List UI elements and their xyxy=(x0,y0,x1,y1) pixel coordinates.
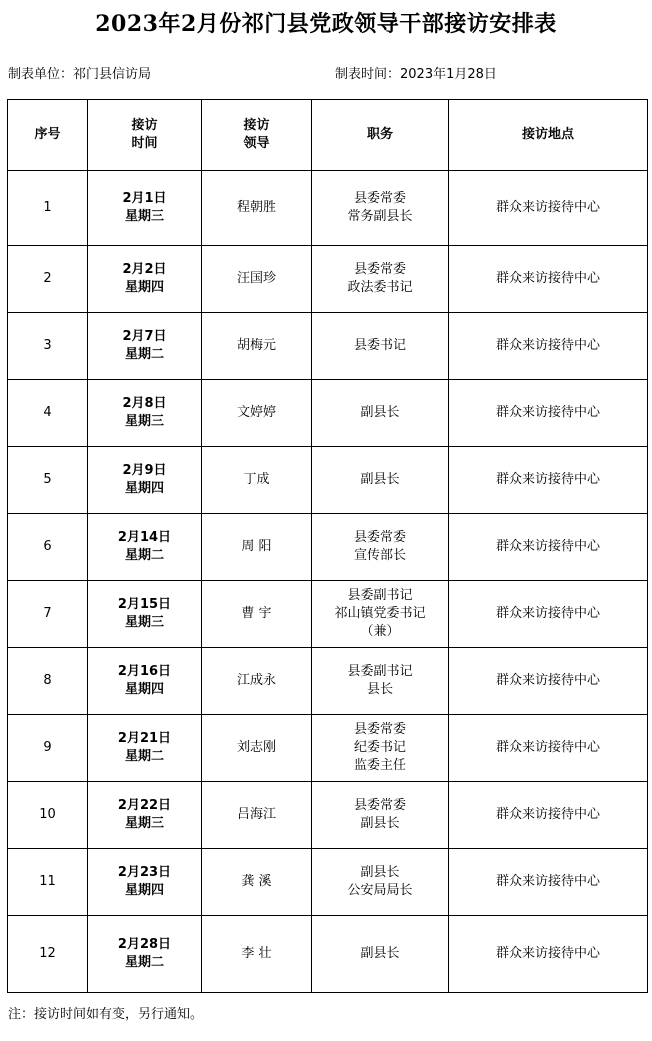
row-no-cell: 2 xyxy=(8,246,88,313)
row-date-cell: 2月7日 星期二 xyxy=(88,313,202,380)
row-title-cell: 副县长 公安局局长 xyxy=(312,849,449,916)
row-date-cell: 2月9日 星期四 xyxy=(88,447,202,514)
row-title-cell: 县委书记 xyxy=(312,313,449,380)
row-date-cell: 2月21日 星期二 xyxy=(88,715,202,782)
header-leader: 接访 领导 xyxy=(202,100,312,171)
header-date: 接访 时间 xyxy=(88,100,202,171)
row-title-cell: 县委副书记 县长 xyxy=(312,648,449,715)
header-title: 职务 xyxy=(312,100,449,171)
issuing-unit: 制表单位：祁门县信访局 xyxy=(8,67,152,82)
row-leader-cell: 江成永 xyxy=(202,648,312,715)
table-row xyxy=(8,648,648,715)
row-place-cell: 群众来访接待中心 xyxy=(449,715,648,782)
row-title-cell: 县委常委 常务副县长 xyxy=(312,171,449,246)
row-no-cell: 5 xyxy=(8,447,88,514)
table-row xyxy=(8,715,648,782)
header-no: 序号 xyxy=(8,100,88,171)
row-leader-cell: 刘志刚 xyxy=(202,715,312,782)
row-date-cell: 2月1日 星期三 xyxy=(88,171,202,246)
issue-date: 制表时间：2023年1月28日 xyxy=(335,67,497,82)
row-no-cell: 10 xyxy=(8,782,88,849)
table-row xyxy=(8,514,648,581)
row-place-cell: 群众来访接待中心 xyxy=(449,313,648,380)
row-place-cell: 群众来访接待中心 xyxy=(449,246,648,313)
row-no-cell: 4 xyxy=(8,380,88,447)
row-leader-cell: 丁成 xyxy=(202,447,312,514)
row-title-cell: 副县长 xyxy=(312,447,449,514)
row-place-cell: 群众来访接待中心 xyxy=(449,581,648,648)
row-leader-cell: 李 壮 xyxy=(202,916,312,993)
page-title: 2023年2月份祁门县党政领导干部接访安排表 xyxy=(95,11,557,37)
row-date-cell: 2月14日 星期二 xyxy=(88,514,202,581)
row-title-cell: 副县长 xyxy=(312,380,449,447)
row-leader-cell: 龚 溪 xyxy=(202,849,312,916)
table-row xyxy=(8,849,648,916)
row-leader-cell: 胡梅元 xyxy=(202,313,312,380)
header-place: 接访地点 xyxy=(449,100,648,171)
row-leader-cell: 程朝胜 xyxy=(202,171,312,246)
row-date-cell: 2月23日 星期四 xyxy=(88,849,202,916)
table-row xyxy=(8,581,648,648)
schedule-table xyxy=(7,99,648,993)
table-row xyxy=(8,782,648,849)
table-row xyxy=(8,916,648,993)
row-no-cell: 7 xyxy=(8,581,88,648)
row-date-cell: 2月8日 星期三 xyxy=(88,380,202,447)
row-leader-cell: 吕海江 xyxy=(202,782,312,849)
row-no-cell: 1 xyxy=(8,171,88,246)
row-no-cell: 9 xyxy=(8,715,88,782)
row-leader-cell: 汪国珍 xyxy=(202,246,312,313)
row-place-cell: 群众来访接待中心 xyxy=(449,849,648,916)
table-row xyxy=(8,447,648,514)
row-date-cell: 2月16日 星期四 xyxy=(88,648,202,715)
row-no-cell: 12 xyxy=(8,916,88,993)
row-title-cell: 县委副书记 祁山镇党委书记 （兼） xyxy=(312,581,449,648)
table-row xyxy=(8,380,648,447)
row-place-cell: 群众来访接待中心 xyxy=(449,782,648,849)
row-place-cell: 群众来访接待中心 xyxy=(449,447,648,514)
row-place-cell: 群众来访接待中心 xyxy=(449,648,648,715)
row-title-cell: 副县长 xyxy=(312,916,449,993)
row-title-cell: 县委常委 副县长 xyxy=(312,782,449,849)
row-no-cell: 8 xyxy=(8,648,88,715)
row-title-cell: 县委常委 纪委书记 监委主任 xyxy=(312,715,449,782)
table-row xyxy=(8,246,648,313)
row-date-cell: 2月22日 星期三 xyxy=(88,782,202,849)
table-row xyxy=(8,171,648,246)
row-no-cell: 6 xyxy=(8,514,88,581)
row-place-cell: 群众来访接待中心 xyxy=(449,380,648,447)
row-no-cell: 11 xyxy=(8,849,88,916)
row-place-cell: 群众来访接待中心 xyxy=(449,514,648,581)
row-place-cell: 群众来访接待中心 xyxy=(449,916,648,993)
row-leader-cell: 文婷婷 xyxy=(202,380,312,447)
row-leader-cell: 曹 宇 xyxy=(202,581,312,648)
table-row xyxy=(8,313,648,380)
row-leader-cell: 周 阳 xyxy=(202,514,312,581)
header-row xyxy=(8,100,648,171)
row-date-cell: 2月15日 星期三 xyxy=(88,581,202,648)
row-no-cell: 3 xyxy=(8,313,88,380)
row-date-cell: 2月2日 星期四 xyxy=(88,246,202,313)
footnote: 注：接访时间如有变，另行通知。 xyxy=(8,1007,204,1022)
row-title-cell: 县委常委 政法委书记 xyxy=(312,246,449,313)
row-title-cell: 县委常委 宣传部长 xyxy=(312,514,449,581)
row-place-cell: 群众来访接待中心 xyxy=(449,171,648,246)
row-date-cell: 2月28日 星期二 xyxy=(88,916,202,993)
